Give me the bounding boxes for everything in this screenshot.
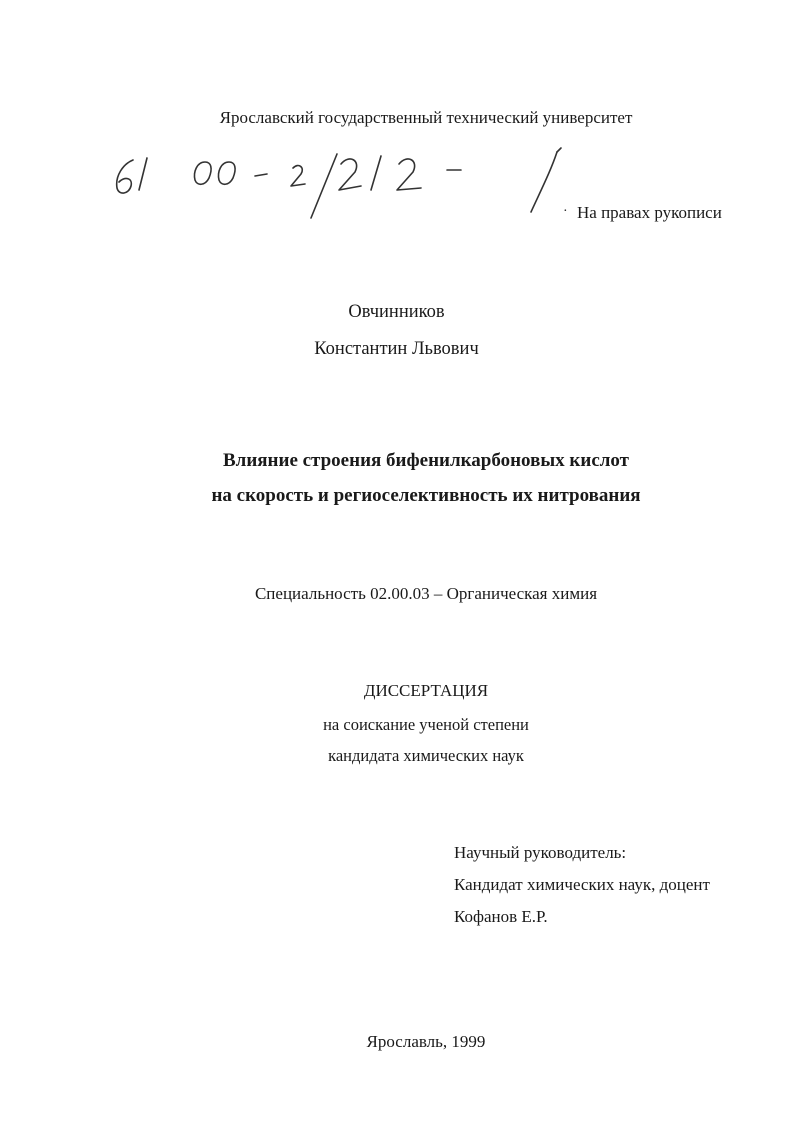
university-name: Ярославский государственный технический университет [219, 108, 633, 127]
manuscript-note: На правах рукописи [577, 203, 722, 222]
supervisor-label: Научный руководитель: [454, 843, 627, 862]
author-surname: Овчинников [348, 302, 445, 322]
degree-line-2: кандидата химических наук [328, 746, 524, 765]
supervisor-title: Кандидат химических наук, доцент [454, 875, 710, 894]
place-and-year: Ярославль, 1999 [366, 1032, 486, 1051]
author-given-names: Константин Львович [314, 339, 479, 359]
document-type-label: ДИССЕРТАЦИЯ [363, 681, 489, 700]
specialty: Специальность 02.00.03 – Органическая химия [254, 584, 598, 603]
bullet-dot: · [563, 204, 568, 219]
handwritten-archive-mark [105, 140, 575, 230]
degree-line-1: на соискание ученой степени [323, 715, 529, 734]
thesis-title-line-2: на скорость и региоселективность их нитрования [211, 485, 641, 506]
supervisor-name: Кофанов Е.Р. [454, 907, 548, 926]
thesis-title-line-1: Влияние строения бифенилкарбоновых кислот [222, 450, 629, 471]
